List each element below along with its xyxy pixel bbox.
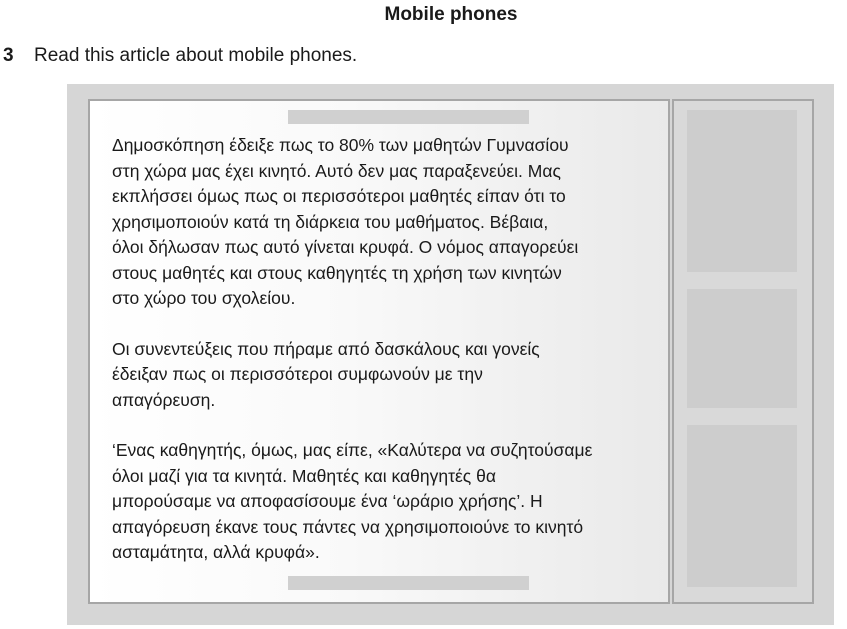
article-paragraph-3: ‘Ενας καθηγητής, όμως, μας είπε, «Καλύτερα να συζητούσαμε όλοι μαζί για τα κινητά. Μαθητές και καθηγητές θα μπορούσαμε να αποφασίσουμε ένα ‘ωράριο χρήσης’. Η απαγόρευση έκανε τους πάντες να χρησιμοποιούνε το κινητό ασταμάτητα, αλλά κρυφά». bbox=[112, 440, 593, 562]
sidebar-box-3 bbox=[687, 425, 797, 587]
question-instruction: Read this article about mobile phones. bbox=[34, 45, 358, 66]
question-number: 3 bbox=[3, 45, 14, 66]
article-panel bbox=[88, 99, 670, 604]
sidebar bbox=[672, 99, 814, 604]
top-decoration-bar bbox=[288, 110, 529, 124]
article-frame bbox=[67, 84, 834, 625]
sidebar-box-1 bbox=[687, 110, 797, 272]
sidebar-box-2 bbox=[687, 289, 797, 408]
article-paragraph-2: Οι συνεντεύξεις που πήραμε από δασκάλους και γονείς έδειξαν πως οι περισσότεροι συμφωνούν με την απαγόρευση. bbox=[112, 338, 540, 410]
page-title: Mobile phones bbox=[384, 4, 518, 25]
article-paragraph-1: Δημοσκόπηση έδειξε πως το 80% των μαθητών Γυμνασίου στη χώρα μας έχει κινητό. Αυτό δεν μας παραξενεύει. Μας εκπλήσσει όμως πως οι περισσότεροι μαθητές είπαν ότι το χρησιμοποιούν κατά τη διάρκεια του μαθήματος. Βέβαια, όλοι δήλωσαν πως αυτό γίνεται κρυφά. Ο νόμος απαγορεύει στους μαθητές και στους καθηγητές τη χρήση των κινητών στο χώρο του σχολείου. bbox=[112, 135, 579, 308]
article-body bbox=[112, 133, 657, 591]
bottom-decoration-bar bbox=[288, 576, 529, 590]
